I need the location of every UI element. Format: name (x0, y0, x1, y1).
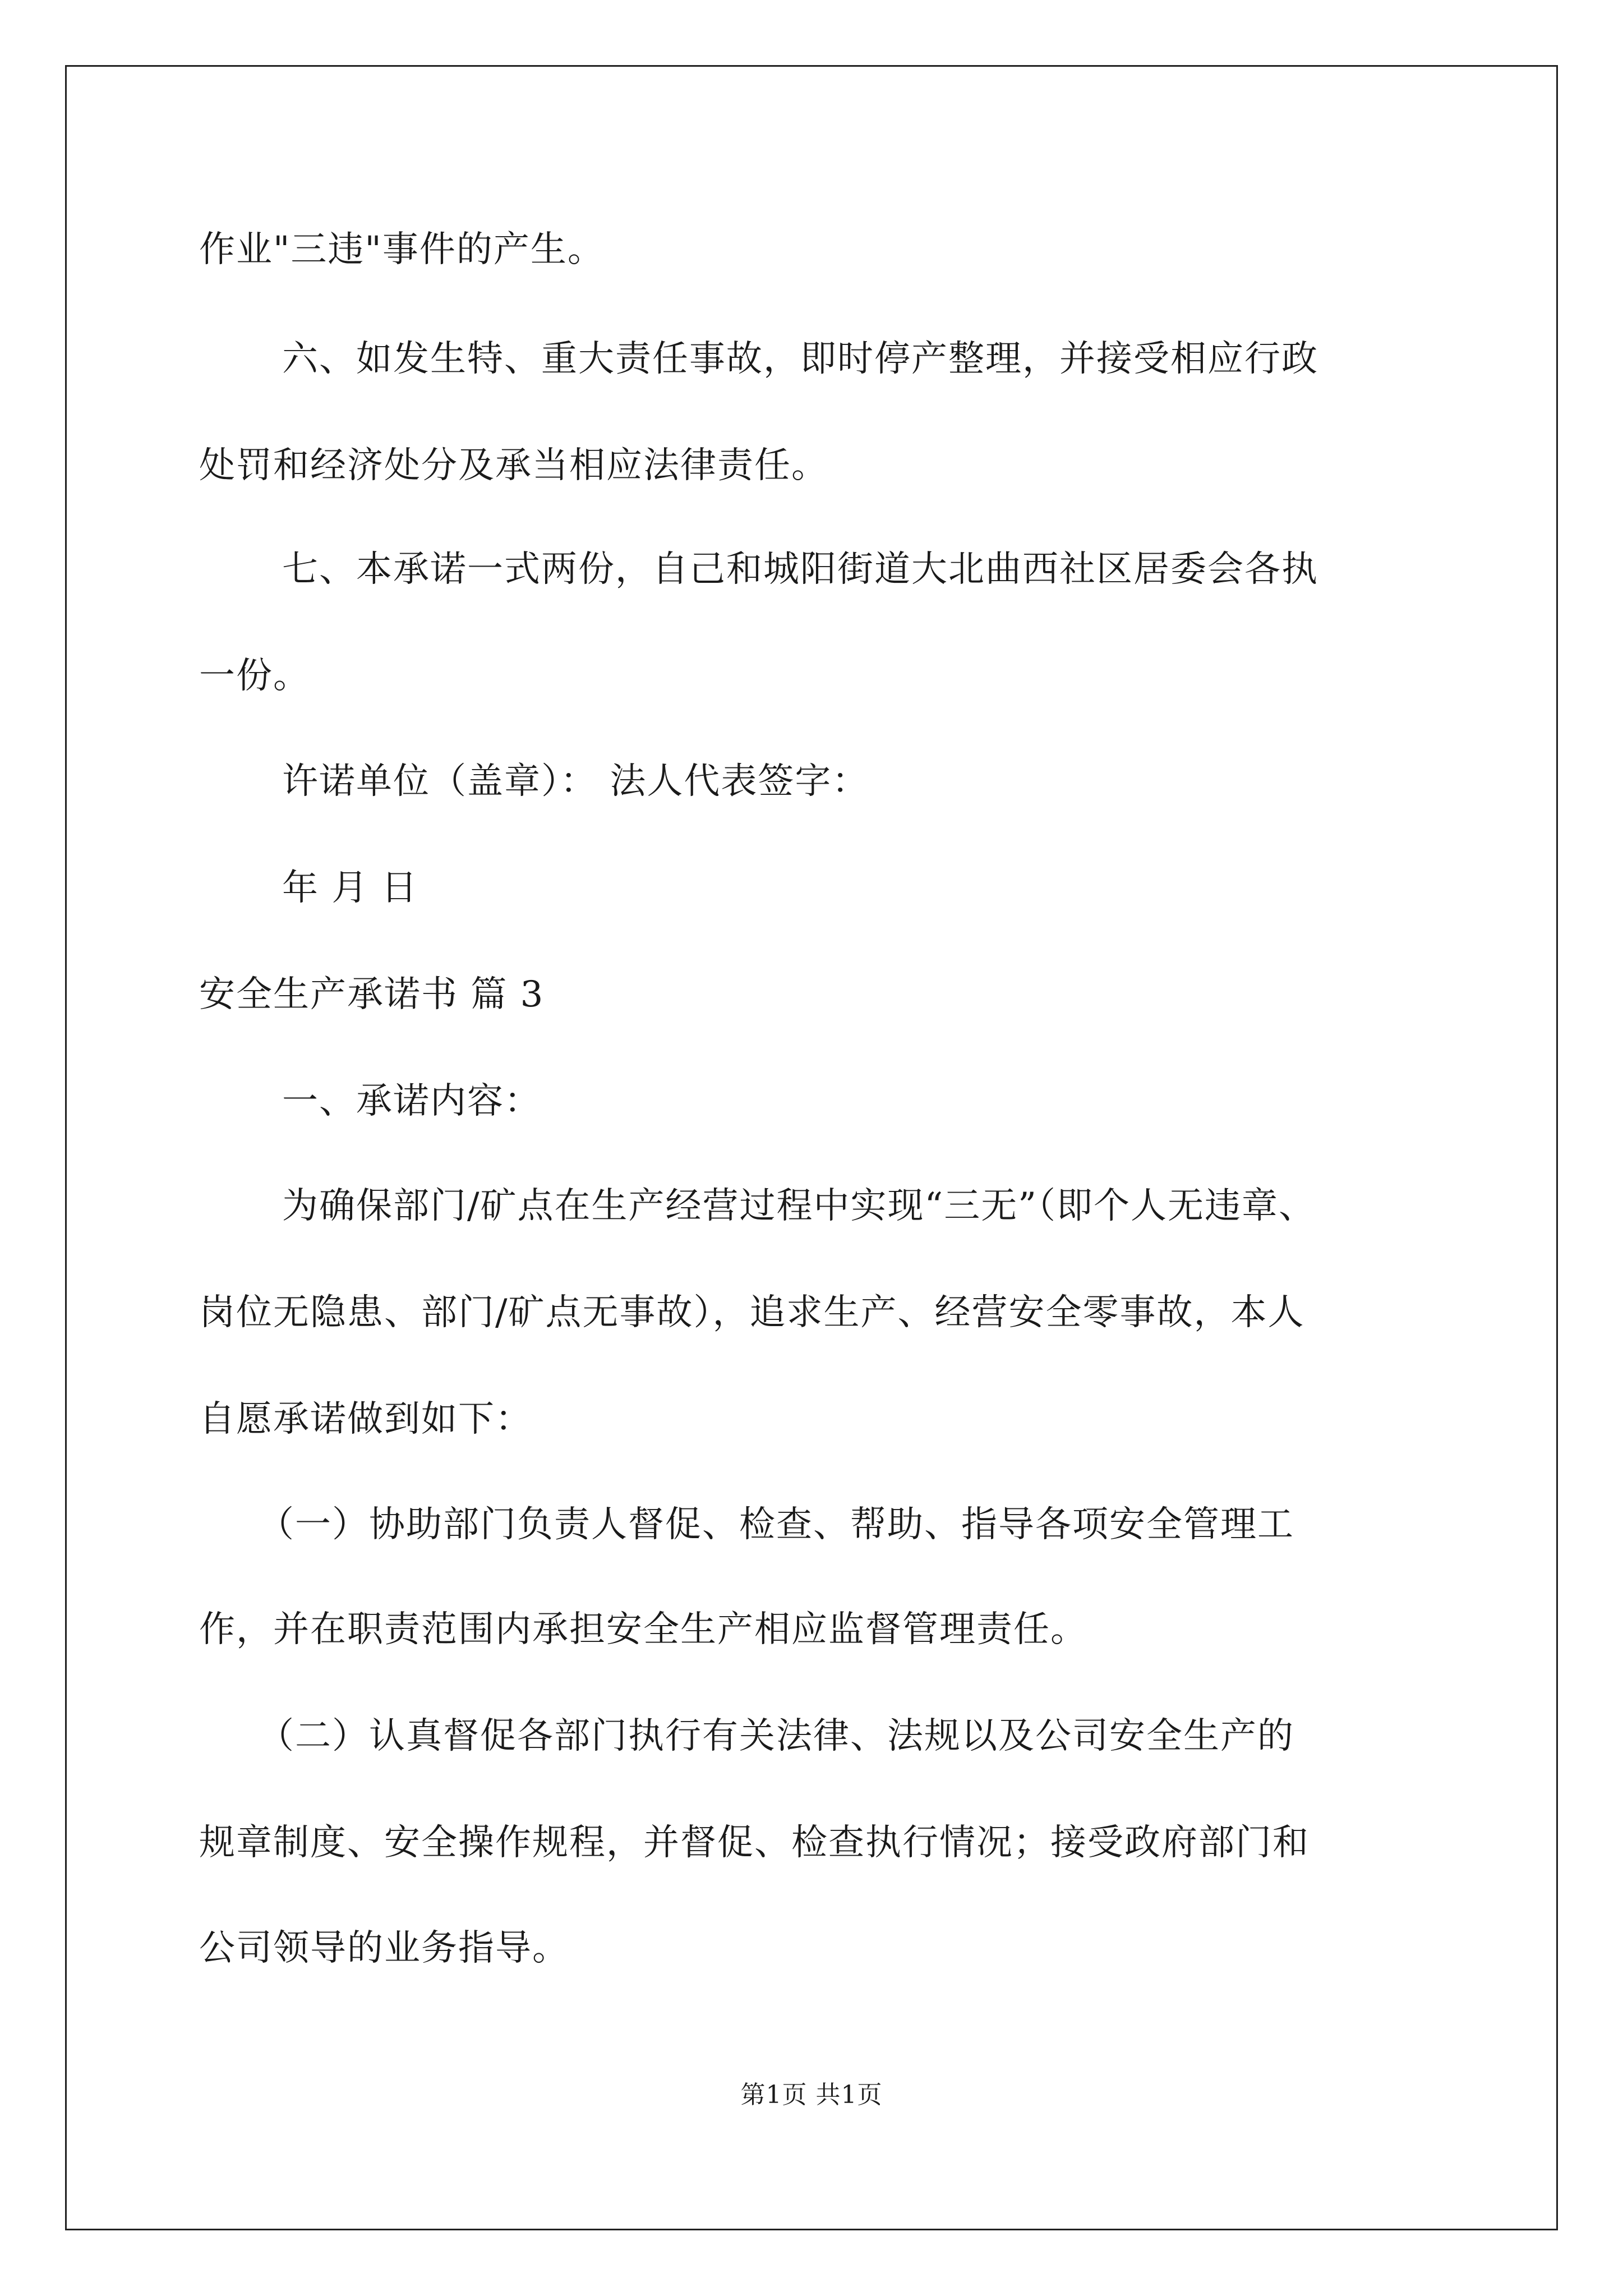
page-footer: 第1页 共1页 (740, 2081, 883, 2109)
text-line-13: （一）协助部门负责人督促、检查、帮助、指导各项安全管理工 (258, 1504, 1294, 1545)
text-line-5: 一份。 (199, 655, 310, 697)
text-line-6: 许诺单位（盖章）： 法人代表签字： (282, 761, 869, 802)
page-border (65, 65, 1558, 2230)
text-line-11: 岗位无隐患、部门/矿点无事故），追求生产、经营安全零事故，本人 (199, 1292, 1305, 1333)
text-line-14: 作，并在职责范围内承担安全生产相应监督管理责任。 (199, 1609, 1087, 1650)
date-line: 年 月 日 (282, 867, 418, 909)
text-line-15: （二）认真督促各部门执行有关法律、法规以及公司安全生产的 (258, 1715, 1294, 1757)
text-line-10: 为确保部门/矿点在生产经营过程中实现“三无”（即个人无违章、 (282, 1185, 1316, 1227)
text-line-16: 规章制度、安全操作规程，并督促、检查执行情况；接受政府部门和 (199, 1822, 1310, 1864)
text-line-3: 处罚和经济处分及承当相应法律责任。 (199, 445, 828, 486)
text-line-9: 一、承诺内容： (282, 1080, 541, 1122)
text-line-4: 七、本承诺一式两份，自己和城阳街道大北曲西社区居委会各执 (282, 549, 1318, 590)
text-line-1: 作业"三违"事件的产生。 (199, 229, 605, 270)
section-heading: 安全生产承诺书 篇 3 (199, 974, 545, 1015)
text-line-12: 自愿承诺做到如下： (199, 1398, 532, 1440)
text-line-17: 公司领导的业务指导。 (199, 1927, 569, 1969)
text-line-2: 六、如发生特、重大责任事故，即时停产整理，并接受相应行政 (282, 338, 1318, 380)
